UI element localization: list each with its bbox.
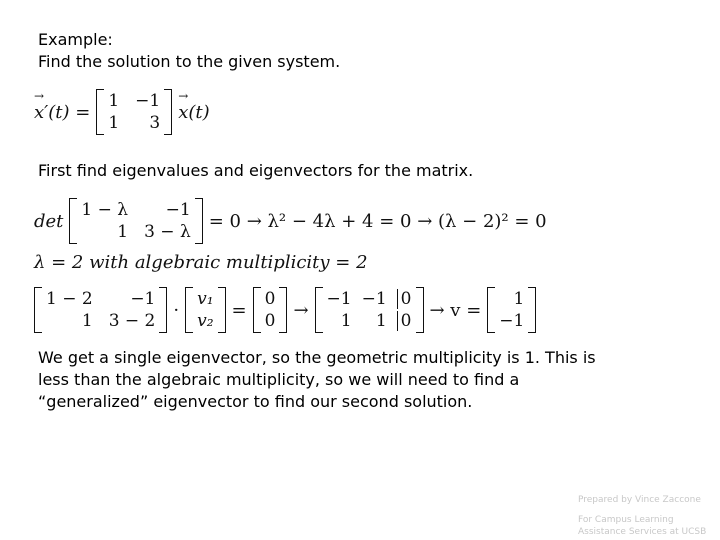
- unknown-vector-cell: v₂: [197, 311, 214, 331]
- shifted-matrix-cell: 3 − 2: [108, 311, 156, 331]
- system-lhs: → x′(t) =: [34, 102, 90, 123]
- det-characteristic-chain: = 0 → λ² − 4λ + 4 = 0 → (λ − 2)² = 0: [208, 210, 547, 232]
- paragraph-line: We get a single eigenvector, so the geometric multiplicity is 1. This is: [38, 348, 596, 367]
- arrow-icon: →: [293, 299, 309, 321]
- unknown-vector-cell: v₁: [197, 289, 214, 309]
- system-matrix-cell: −1: [135, 91, 161, 111]
- augmented-matrix-cell: 0: [397, 311, 412, 331]
- augmented-matrix-cell: −1: [326, 289, 352, 309]
- zero-vector: [253, 287, 288, 333]
- shifted-matrix-cell: −1: [130, 289, 156, 309]
- augmented-matrix-cell: 1: [340, 311, 352, 331]
- eigenvector-arrow-label: → v =: [429, 299, 482, 321]
- dot-operator: ·: [173, 299, 180, 321]
- det-label: det: [34, 210, 64, 232]
- det-matrix: [69, 198, 202, 244]
- unknown-vector: [185, 287, 225, 333]
- equals-sign: =: [231, 299, 247, 321]
- eigenvalue-line: λ = 2 with algebraic multiplicity = 2: [34, 252, 368, 273]
- eigenvector-result-cell: −1: [499, 311, 525, 331]
- paragraph-line: less than the algebraic multiplicity, so we will need to find a: [38, 370, 520, 389]
- zero-vector-cell: 0: [264, 311, 276, 331]
- credit-org-line1: For Campus Learning: [578, 515, 674, 525]
- eigenvector-result: [487, 287, 536, 333]
- determinant-equation: [34, 198, 547, 244]
- system-rhs: → x(t): [178, 102, 209, 123]
- heading-example: Example:: [38, 30, 113, 49]
- det-matrix-cell: 3 − λ: [144, 222, 191, 242]
- eigenvector-equation: [34, 287, 536, 333]
- system-matrix-cell: 1: [108, 91, 120, 111]
- heading-task: Find the solution to the given system.: [38, 52, 341, 71]
- credit-author: Prepared by Vince Zaccone: [578, 495, 701, 505]
- system-matrix-cell: 3: [149, 113, 161, 133]
- shifted-matrix: [34, 287, 167, 333]
- det-matrix-cell: 1: [117, 222, 129, 242]
- eigenvector-result-cell: 1: [513, 289, 525, 309]
- augmented-matrix-cell: 0: [397, 289, 412, 309]
- system-matrix-cell: 1: [108, 113, 120, 133]
- augmented-matrix-cell: −1: [361, 289, 387, 309]
- det-matrix-cell: −1: [165, 200, 191, 220]
- system-equation: [34, 89, 210, 135]
- zero-vector-cell: 0: [264, 289, 276, 309]
- augmented-matrix: [315, 287, 424, 333]
- shifted-matrix-cell: 1 − 2: [46, 289, 93, 309]
- paragraph-line: “generalized” eigenvector to find our second solution.: [38, 392, 473, 411]
- shifted-matrix-cell: 1: [81, 311, 93, 331]
- det-matrix-cell: 1 − λ: [81, 200, 129, 220]
- system-matrix: [96, 89, 172, 135]
- augmented-matrix-cell: 1: [375, 311, 387, 331]
- instruction-text: First find eigenvalues and eigenvectors for the matrix.: [38, 161, 474, 180]
- credit-org-line2: Assistance Services at UCSB: [578, 527, 707, 537]
